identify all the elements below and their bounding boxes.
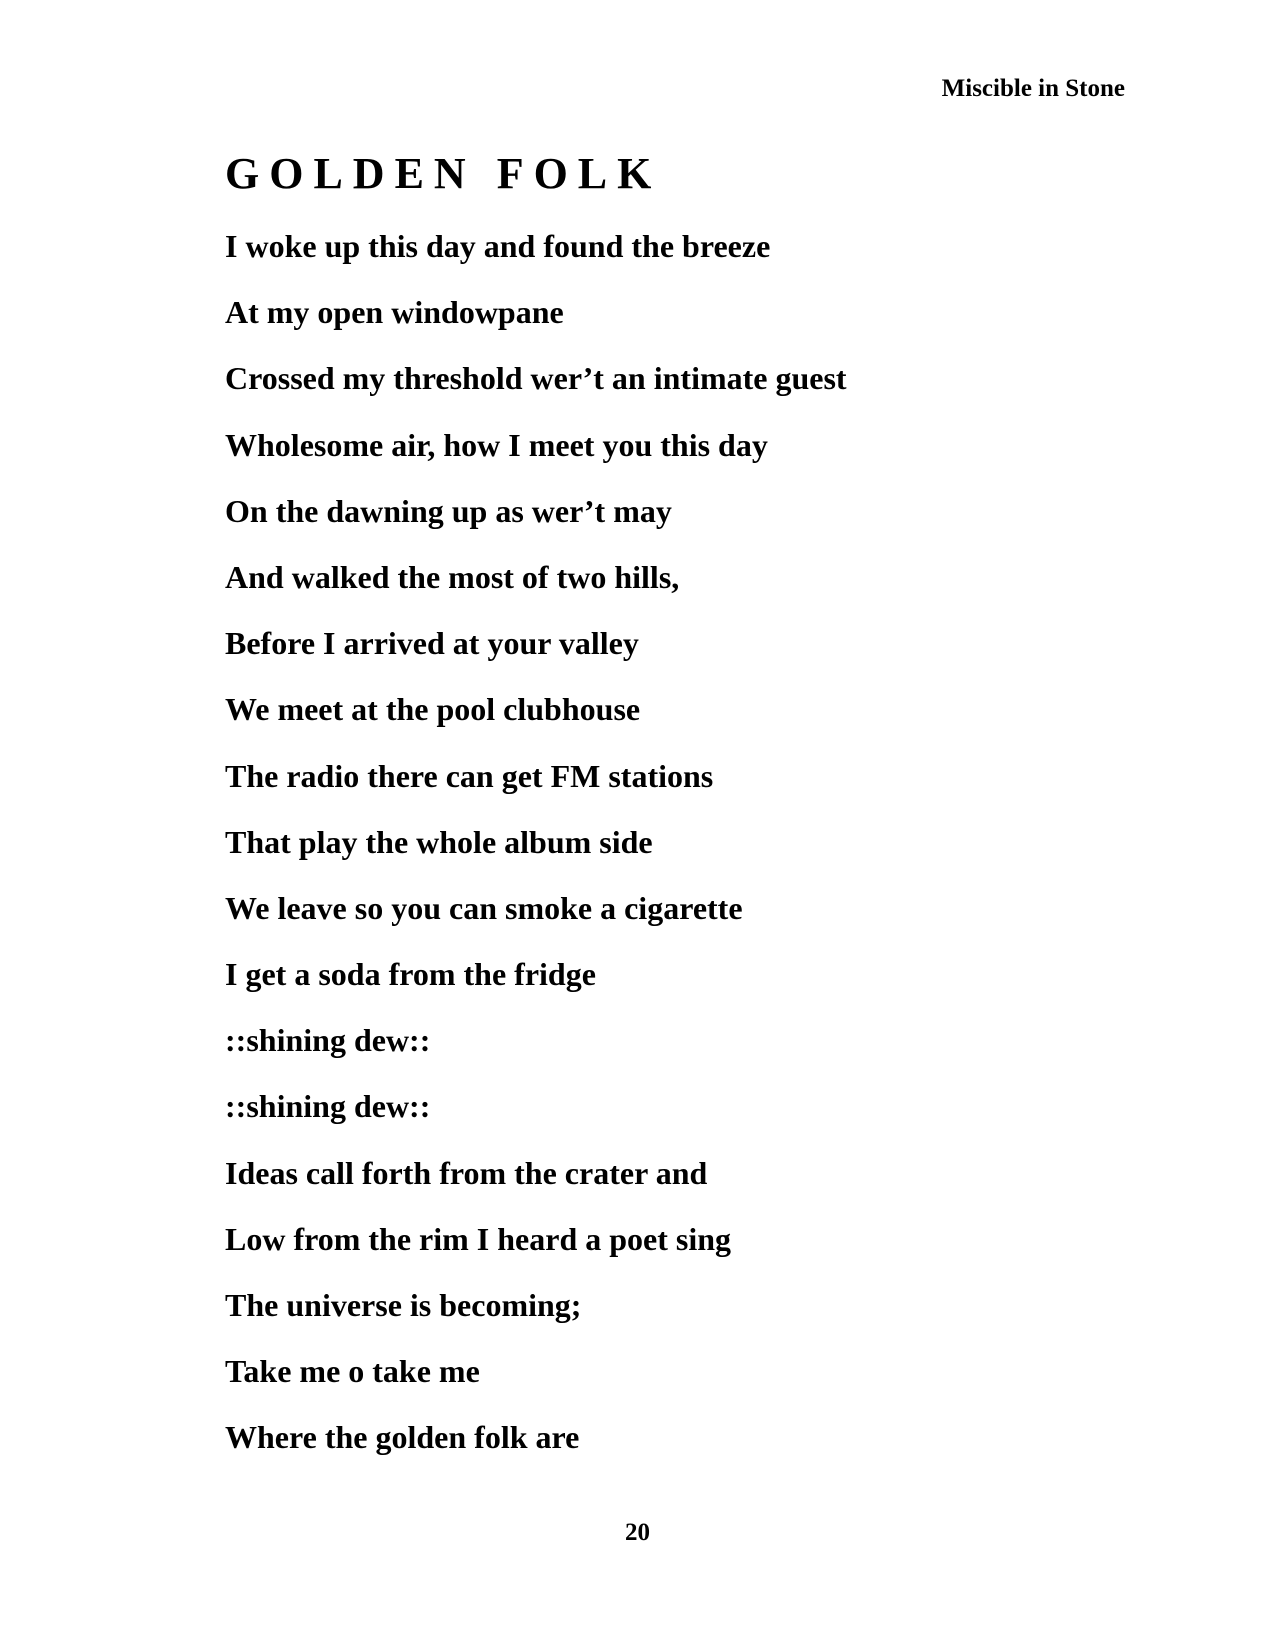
poem-body xyxy=(225,226,847,1484)
poem-line: Crossed my threshold wer’t an intimate guest xyxy=(225,360,847,397)
poem-line: We meet at the pool clubhouse xyxy=(225,691,641,728)
poem-line: I woke up this day and found the breeze xyxy=(225,228,771,264)
poem-line: And walked the most of two hills, xyxy=(225,558,680,595)
poem-line: Wholesome air, how I meet you this day xyxy=(225,426,768,463)
poem-line: Take me o take me xyxy=(225,1353,480,1390)
running-header: Miscible in Stone xyxy=(941,75,1125,102)
poem-line: On the dawning up as wer’t may xyxy=(225,492,672,529)
poem-line: We leave so you can smoke a cigarette xyxy=(225,889,743,926)
poem-line: Before I arrived at your valley xyxy=(225,625,639,662)
poem-line: I get a soda from the fridge xyxy=(225,956,596,993)
poem-line: The radio there can get FM stations xyxy=(225,757,714,794)
poem-line: At my open windowpane xyxy=(225,294,564,331)
poem-line: The universe is becoming; xyxy=(225,1287,582,1323)
poem-line: ::shining dew:: xyxy=(225,1088,431,1125)
poem-line: ::shining dew:: xyxy=(225,1022,431,1059)
poem-line: Low from the rim I heard a poet sing xyxy=(225,1220,732,1257)
poem-line: Where the golden folk are xyxy=(225,1419,580,1456)
page-number: 20 xyxy=(625,1519,650,1546)
poem-line: That play the whole album side xyxy=(225,823,653,860)
poem-line: Ideas call forth from the crater and xyxy=(225,1154,708,1191)
poem-title: GOLDEN FOLK xyxy=(225,149,662,198)
